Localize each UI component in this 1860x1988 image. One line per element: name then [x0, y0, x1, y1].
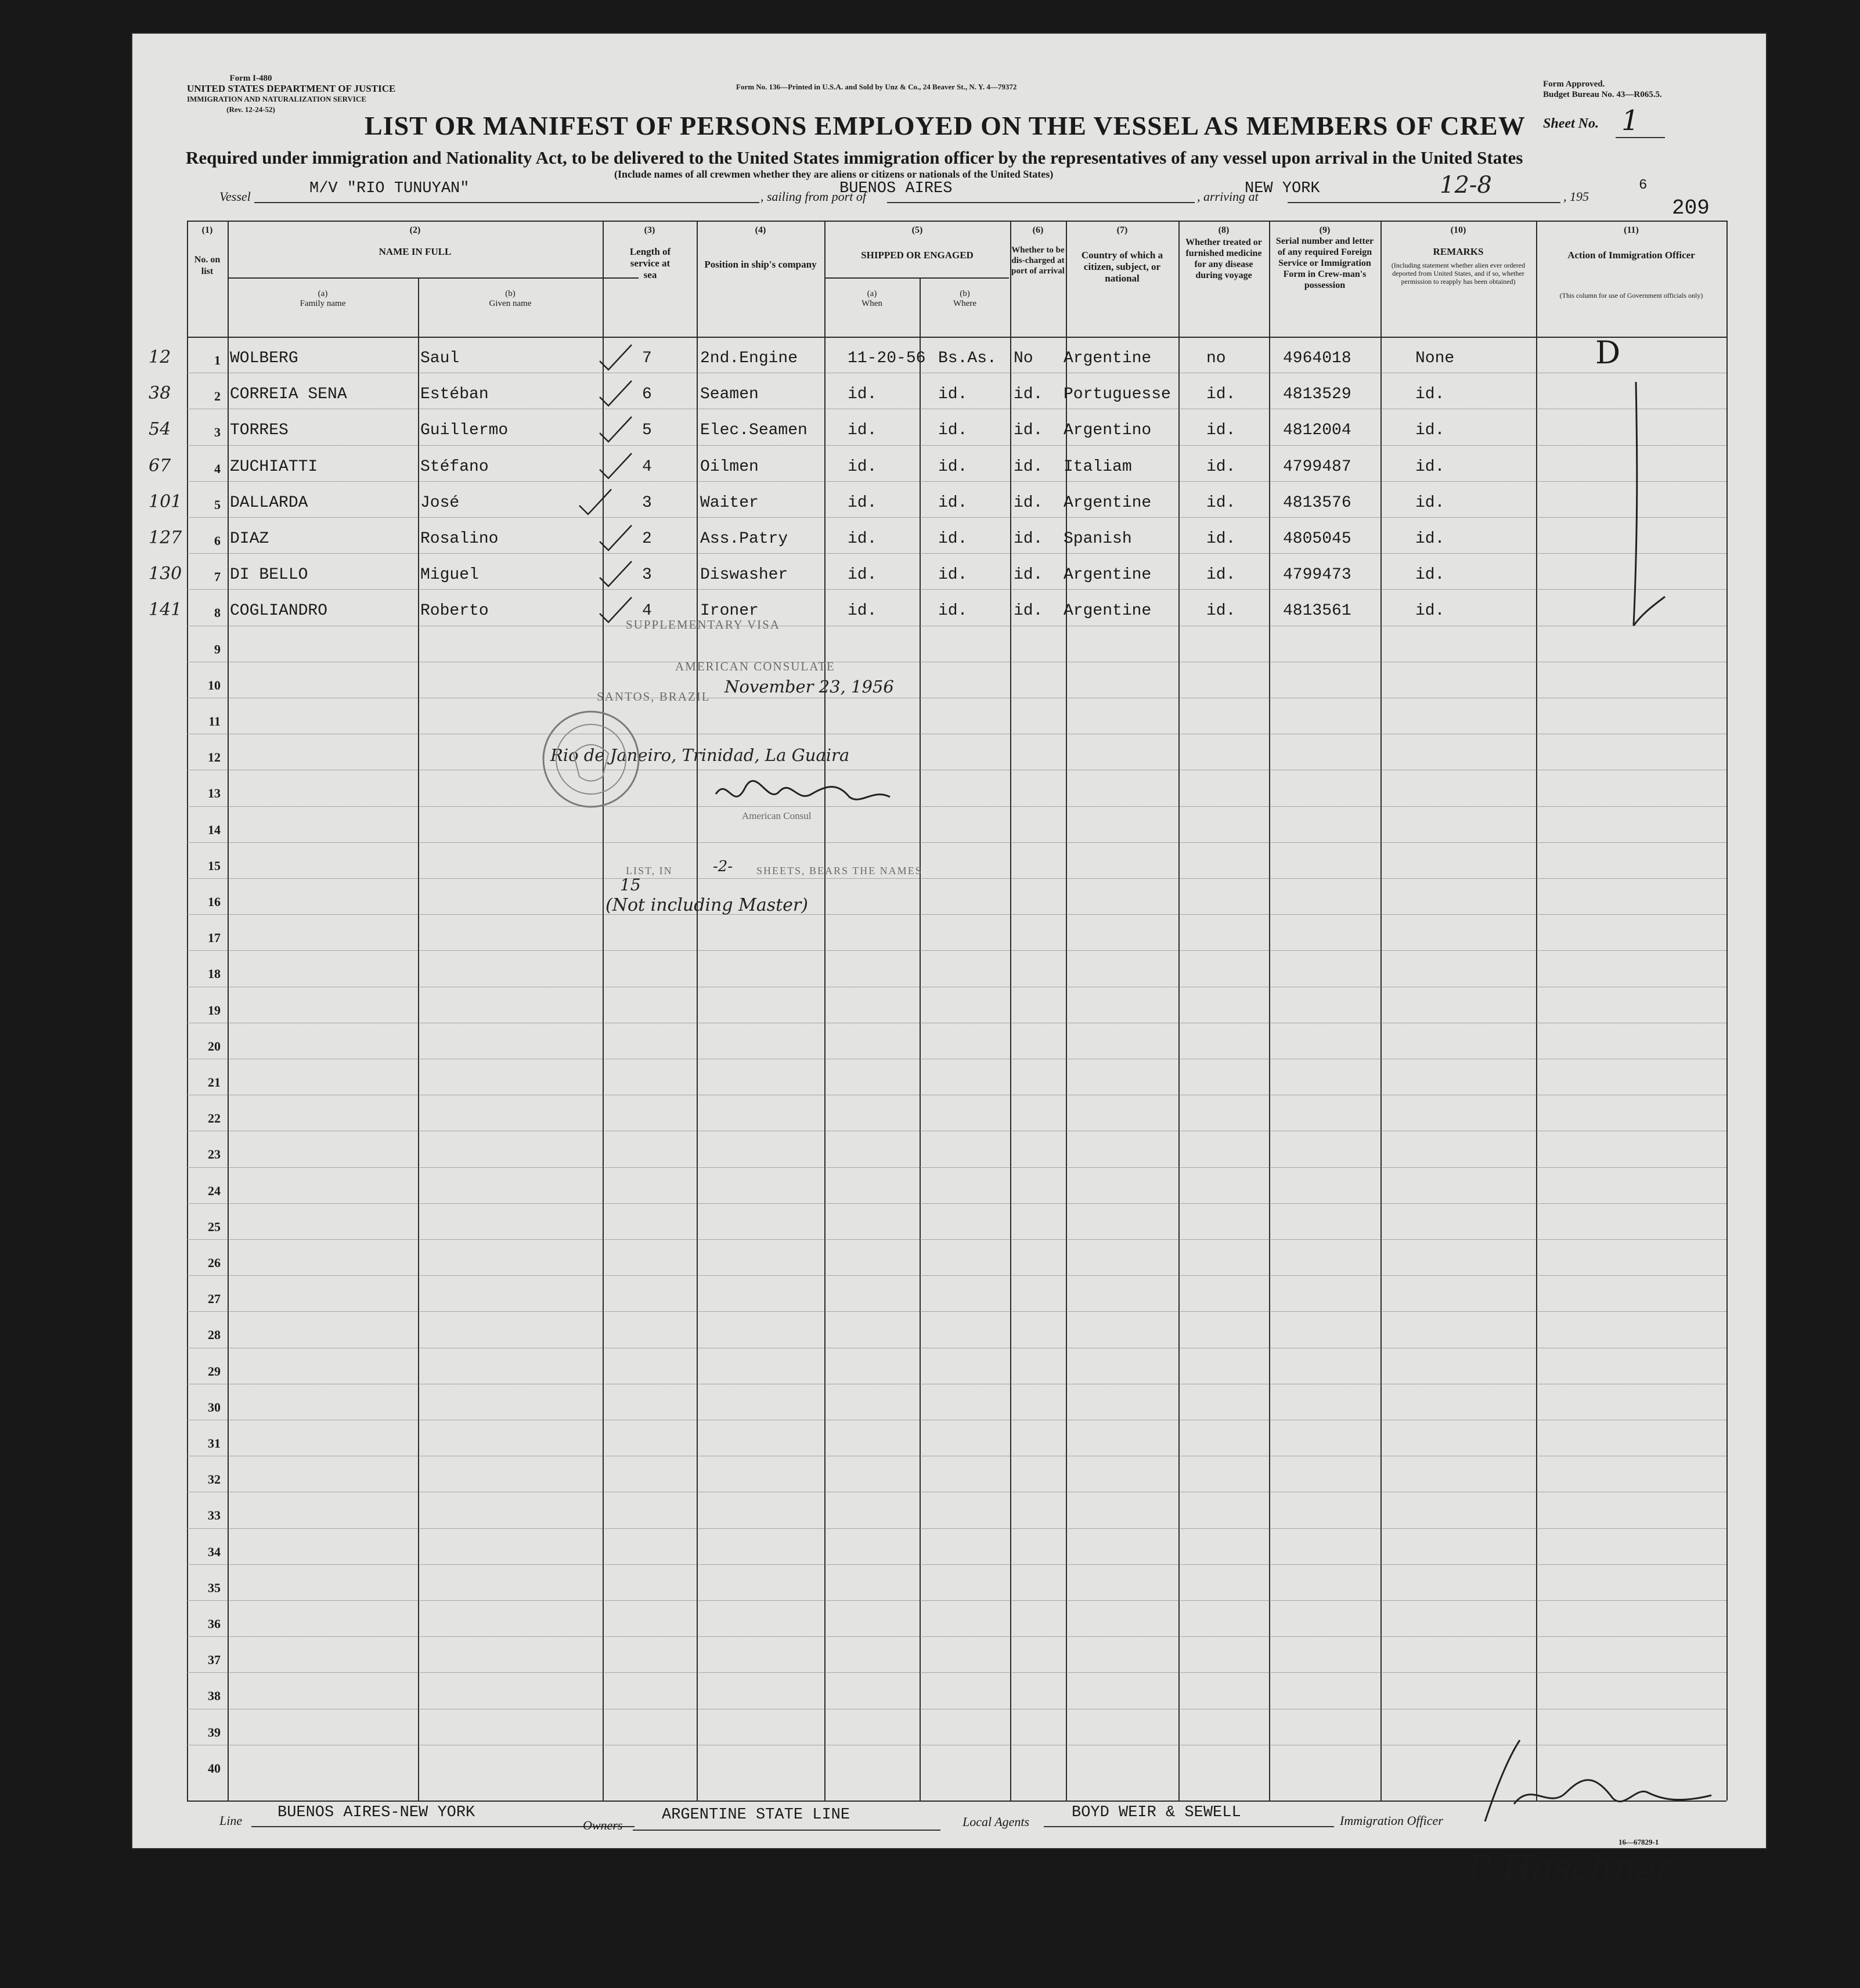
row-number: 21	[208, 1075, 221, 1089]
row-number: 1	[214, 353, 221, 367]
cell-given: Rosalino	[420, 530, 499, 548]
row-number: 8	[214, 605, 221, 620]
row-number: 13	[208, 786, 221, 801]
department: UNITED STATES DEPARTMENT OF JUSTICE	[187, 83, 396, 94]
check-icon	[597, 416, 637, 445]
row-number: 6	[214, 533, 221, 548]
list-mark: 141	[149, 600, 182, 620]
cell-serial: 4813576	[1283, 493, 1351, 512]
row-line	[187, 1600, 1726, 1601]
sheet-number: 1	[1621, 104, 1639, 137]
year-digit: 6	[1639, 178, 1648, 193]
cell-family: DI BELLO	[230, 566, 308, 585]
row-number: 20	[208, 1038, 221, 1053]
row-number: 34	[208, 1544, 221, 1559]
stamp-count-note: (Not including Master)	[605, 895, 808, 915]
list-mark: 130	[149, 564, 182, 585]
row-number: 30	[208, 1399, 221, 1415]
cell-service: 3	[642, 493, 652, 512]
page-number: 209	[1672, 196, 1710, 220]
footer-owners-underline	[633, 1830, 940, 1831]
officer-action-mark: D	[1595, 334, 1621, 371]
row-number: 2	[214, 389, 221, 404]
col8-label: Whether treated or furnished medicine for any disease during voyage	[1185, 237, 1262, 280]
col11-label: Action of Immigration Officer	[1567, 250, 1695, 261]
cell-country: Argentine	[1064, 493, 1152, 512]
row-line	[187, 1275, 1726, 1276]
page-title: LIST OR MANIFEST OF PERSONS EMPLOYED ON THE VESSEL AS MEMBERS OF CREW	[365, 111, 1526, 140]
cell-remarks: id.	[1415, 493, 1445, 512]
row-number: 40	[208, 1760, 221, 1776]
col-border-9	[1380, 221, 1382, 1801]
check-icon	[597, 560, 637, 589]
cell-country: Argentine	[1064, 602, 1152, 620]
list-mark: 38	[149, 383, 171, 404]
row-number: 32	[208, 1472, 221, 1487]
footer-owners-value: ARGENTINE STATE LINE	[662, 1806, 850, 1824]
cell-country: Argentino	[1064, 421, 1152, 440]
cell-serial: 4964018	[1283, 349, 1351, 367]
cell-when: id.	[848, 493, 877, 512]
row-number: 14	[208, 822, 221, 837]
cell-discharge: id.	[1014, 385, 1043, 404]
approval-line1: Form Approved.	[1543, 80, 1605, 89]
check-icon	[597, 524, 637, 553]
cell-given: Guillermo	[420, 421, 509, 440]
col3-label: Length of service at sea	[629, 246, 671, 280]
shipped-subheader-line	[824, 277, 1009, 279]
cell-country: Portuguesse	[1064, 385, 1171, 404]
col2b-label: (b) Given name	[489, 289, 532, 308]
port-to: NEW YORK	[1245, 180, 1320, 197]
row-number: 22	[208, 1111, 221, 1126]
cell-where: id.	[938, 530, 968, 548]
col7-num: (7)	[1116, 225, 1128, 235]
row-number: 31	[208, 1436, 221, 1451]
row-number: 24	[208, 1183, 221, 1198]
col10-num: (10)	[1450, 225, 1466, 235]
stamp-sheets-suffix: SHEETS, BEARS THE NAMES	[756, 865, 922, 876]
row-number: 15	[208, 858, 221, 873]
row-number: 39	[208, 1724, 221, 1740]
row-line	[187, 914, 1726, 915]
stamp-city: SANTOS, BRAZIL	[597, 690, 711, 703]
cell-family: WOLBERG	[230, 349, 298, 367]
row-number: 16	[208, 894, 221, 909]
cell-given: Roberto	[420, 602, 489, 620]
cell-position: Ironer	[700, 602, 759, 620]
cell-remarks: id.	[1415, 602, 1445, 620]
cell-position: Diswasher	[700, 566, 788, 585]
col3-num: (3)	[644, 225, 655, 235]
cell-service: 4	[642, 457, 652, 476]
cell-discharge: id.	[1014, 421, 1043, 440]
cell-remarks: id.	[1415, 566, 1445, 585]
col-border-10	[1536, 221, 1537, 1801]
year-prefix: , 195	[1563, 189, 1589, 204]
printer-note: Form No. 136—Printed in U.S.A. and Sold by Unz & Co., 24 Beaver St., N. Y. 4—79372	[736, 82, 1017, 91]
footer-agents-underline	[1044, 1826, 1334, 1827]
row-number: 11	[208, 714, 221, 728]
list-mark: 127	[149, 528, 182, 548]
row-number: 17	[208, 930, 221, 946]
row-line	[187, 1311, 1726, 1312]
col2-num: (2)	[409, 225, 421, 235]
check-icon	[597, 380, 637, 409]
row-line	[187, 1672, 1726, 1673]
row-number: 28	[208, 1327, 221, 1343]
col4-num: (4)	[755, 225, 766, 235]
col5-label: SHIPPED OR ENGAGED	[861, 250, 974, 261]
col-border-2a	[418, 277, 419, 1801]
cell-where: id.	[938, 457, 968, 476]
cell-medicine: id.	[1206, 385, 1236, 404]
row-line	[187, 1239, 1726, 1240]
cell-given: Miguel	[420, 566, 479, 585]
row-number: 5	[214, 497, 221, 512]
row-number: 37	[208, 1653, 221, 1668]
cell-remarks: id.	[1415, 385, 1445, 404]
stamp-count: 15	[620, 875, 641, 894]
cell-position: Elec.Seamen	[700, 421, 808, 440]
cell-when: id.	[848, 385, 877, 404]
cell-where: Bs.As.	[938, 349, 997, 367]
cell-where: id.	[938, 493, 968, 512]
cell-medicine: id.	[1206, 421, 1236, 440]
cell-when: id.	[848, 421, 877, 440]
check-icon	[597, 344, 637, 373]
row-line	[187, 1203, 1726, 1204]
stamp-line2: AMERICAN CONSULATE	[675, 659, 835, 673]
row-number: 33	[208, 1508, 221, 1523]
cell-serial: 4799487	[1283, 457, 1351, 476]
col1-num: (1)	[201, 225, 213, 235]
arriving-label: , arriving at	[1197, 189, 1259, 204]
cell-where: id.	[938, 421, 968, 440]
col2a-label: (a) Family name	[300, 289, 346, 308]
consulate-seal-icon	[539, 707, 643, 811]
officer-signature-icon	[1444, 1734, 1723, 1845]
row-line	[187, 517, 1726, 518]
cell-when: id.	[848, 566, 877, 585]
row-line	[187, 1167, 1726, 1168]
col-border-5	[1010, 221, 1011, 1801]
manifest-sheet	[132, 34, 1766, 1889]
cell-country: Argentine	[1064, 566, 1152, 585]
row-number: 10	[208, 677, 221, 692]
vessel-name: M/V "RIO TUNUYAN"	[309, 180, 470, 197]
row-number: 36	[208, 1617, 221, 1631]
cell-service: 7	[642, 349, 652, 367]
service: IMMIGRATION AND NATURALIZATION SERVICE	[187, 95, 367, 103]
cell-remarks: id.	[1415, 530, 1445, 548]
cell-discharge: id.	[1014, 566, 1043, 585]
col4-label: Position in ship's company	[704, 259, 817, 270]
row-number: 29	[208, 1363, 221, 1379]
port-from: BUENOS AIRES	[839, 180, 953, 197]
form-id: Form I-480	[229, 74, 272, 83]
table-top-border	[187, 221, 1726, 222]
cell-serial: 4805045	[1283, 530, 1351, 548]
cell-country: Argentine	[1064, 349, 1152, 367]
check-icon	[576, 488, 617, 517]
col6-label: Whether to be dis-charged at port of arrival	[1011, 246, 1065, 276]
cell-serial: 4813529	[1283, 385, 1351, 404]
footer-print-code: 16—67829-1	[1619, 1838, 1659, 1846]
row-number: 4	[214, 461, 221, 476]
vessel-label: Vessel	[219, 189, 251, 204]
row-line	[187, 589, 1726, 590]
cell-family: DALLARDA	[230, 493, 308, 512]
col-border-3	[697, 221, 698, 1801]
cell-where: id.	[938, 385, 968, 404]
cell-position: Waiter	[700, 493, 759, 512]
cell-remarks: None	[1415, 349, 1455, 367]
col10-note: (Including statement whether alien ever ordered deported from United States, and if so, whether permission to reapply has been obtained)	[1391, 261, 1526, 286]
cell-family: CORREIA SENA	[230, 385, 347, 404]
cell-service: 6	[642, 385, 652, 404]
footer-agents-value: BOYD WEIR & SEWELL	[1072, 1804, 1241, 1821]
cell-where: id.	[938, 566, 968, 585]
cell-position: Oilmen	[700, 457, 759, 476]
footer-agents-label: Local Agents	[963, 1814, 1030, 1829]
col5b-label: (b) Where	[953, 289, 976, 308]
col-border-7	[1178, 221, 1180, 1801]
row-line	[187, 553, 1726, 554]
cell-discharge: id.	[1014, 602, 1043, 620]
col5a-label: (a) When	[861, 289, 882, 308]
row-line	[187, 445, 1726, 446]
row-number: 27	[208, 1291, 221, 1307]
arrival-date: 12-8	[1440, 172, 1492, 199]
subnote: (Include names of all crewmen whether they are aliens or citizens or nationals of the United States)	[614, 168, 1054, 180]
cell-service: 5	[642, 421, 652, 440]
col-border-1	[228, 221, 229, 1801]
cell-when: id.	[848, 530, 877, 548]
row-number: 7	[214, 569, 221, 585]
officer-signature-name: P Haschner	[1468, 1848, 1673, 1889]
col11-num: (11)	[1624, 225, 1639, 235]
cell-where: id.	[938, 602, 968, 620]
cell-when: id.	[848, 602, 877, 620]
col9-label: Serial number and letter of any required Foreign Service or Immigration Form in Crew-man's possession	[1275, 236, 1374, 290]
cell-country: Italiam	[1064, 457, 1132, 476]
approval-line2: Budget Bureau No. 43—R065.5.	[1543, 90, 1662, 99]
stamp-line1: SUPPLEMENTARY VISA	[626, 618, 780, 632]
cell-discharge: id.	[1014, 493, 1043, 512]
consul-label: American Consul	[742, 810, 812, 821]
cell-when: id.	[848, 457, 877, 476]
cell-when: 11-20-56	[848, 349, 926, 367]
sheet-label: Sheet No.	[1543, 116, 1599, 131]
col10-label: REMARKS	[1433, 246, 1484, 257]
list-mark: 67	[149, 455, 171, 476]
cell-medicine: id.	[1206, 566, 1236, 585]
list-mark: 54	[149, 419, 171, 440]
cell-country: Spanish	[1064, 530, 1132, 548]
revision: (Rev. 12-24-52)	[226, 105, 275, 114]
row-line	[187, 806, 1726, 807]
footer-line-value: BUENOS AIRES-NEW YORK	[277, 1804, 475, 1821]
cell-given: Saul	[420, 349, 460, 367]
cell-serial: 4799473	[1283, 566, 1351, 585]
cell-position: Ass.Patry	[700, 530, 788, 548]
row-line	[187, 1636, 1726, 1637]
col1-label: No. on list	[194, 255, 221, 276]
stamp-sheets-prefix: LIST, IN	[626, 865, 673, 876]
cell-given: Estéban	[420, 385, 489, 404]
cell-medicine: id.	[1206, 457, 1236, 476]
list-mark: 101	[149, 491, 182, 512]
cell-position: Seamen	[700, 385, 759, 404]
footer-officer-label: Immigration Officer	[1340, 1813, 1443, 1828]
row-number: 19	[208, 1002, 221, 1018]
stamp-sheets-value: -2-	[713, 858, 733, 875]
col9-num: (9)	[1319, 225, 1331, 235]
col-border-8	[1269, 221, 1270, 1801]
cell-service: 3	[642, 566, 652, 585]
row-number: 3	[214, 425, 221, 440]
row-line	[187, 878, 1726, 879]
row-line	[187, 842, 1726, 843]
sailing-label: , sailing from port of	[760, 189, 866, 204]
check-icon	[597, 452, 637, 481]
officer-action-line-icon	[1607, 376, 1677, 649]
list-mark: 12	[149, 347, 171, 367]
cell-serial: 4812004	[1283, 421, 1351, 440]
cell-medicine: id.	[1206, 493, 1236, 512]
row-line	[187, 1564, 1726, 1565]
row-line	[187, 1528, 1726, 1529]
row-number: 9	[214, 641, 221, 656]
cell-discharge: No	[1014, 349, 1033, 367]
col-border-0	[187, 221, 188, 1801]
col-border-11	[1726, 221, 1728, 1801]
footer-owners-label: Owners	[583, 1818, 623, 1832]
cell-given: José	[420, 493, 460, 512]
cell-medicine: no	[1206, 349, 1226, 367]
cell-family: DIAZ	[230, 530, 269, 548]
row-number: 23	[208, 1147, 221, 1162]
row-number: 25	[208, 1219, 221, 1234]
row-number: 12	[208, 750, 221, 765]
cell-remarks: id.	[1415, 421, 1445, 440]
col6-num: (6)	[1032, 225, 1044, 235]
row-line	[187, 950, 1726, 951]
cell-service: 4	[642, 602, 652, 620]
col11-note: (This column for use of Government officials only)	[1559, 291, 1703, 300]
cell-serial: 4813561	[1283, 602, 1351, 620]
row-number: 18	[208, 966, 221, 982]
cell-medicine: id.	[1206, 530, 1236, 548]
subtitle: Required under immigration and Nationality Act, to be delivered to the United States immigration officer by the representatives of any vessel upon arrival in the United States	[186, 147, 1523, 168]
cell-remarks: id.	[1415, 457, 1445, 476]
cell-discharge: id.	[1014, 457, 1043, 476]
cell-family: ZUCHIATTI	[230, 457, 318, 476]
row-number: 26	[208, 1255, 221, 1270]
cell-family: COGLIANDRO	[230, 602, 328, 620]
cell-family: TORRES	[230, 421, 289, 440]
cell-service: 2	[642, 530, 652, 548]
cell-discharge: id.	[1014, 530, 1043, 548]
col5-num: (5)	[911, 225, 923, 235]
row-line	[187, 481, 1726, 482]
footer-line-underline	[251, 1826, 635, 1827]
col7-label: Country of which a citizen, subject, or national	[1081, 250, 1163, 284]
row-number: 35	[208, 1580, 221, 1595]
cell-given: Stéfano	[420, 457, 489, 476]
stamp-route: Rio de Janeiro, Trinidad, La Guaira	[550, 745, 850, 765]
footer-line-label: Line	[219, 1813, 243, 1828]
col-border-4	[824, 221, 826, 1801]
col-border-5a	[920, 277, 921, 1801]
row-number: 38	[208, 1688, 221, 1704]
cell-position: 2nd.Engine	[700, 349, 798, 367]
col8-num: (8)	[1218, 225, 1230, 235]
cell-medicine: id.	[1206, 602, 1236, 620]
stamp-date: November 23, 1956	[724, 677, 894, 697]
col2-label: NAME IN FULL	[379, 246, 452, 257]
name-subheader-line	[228, 277, 639, 279]
